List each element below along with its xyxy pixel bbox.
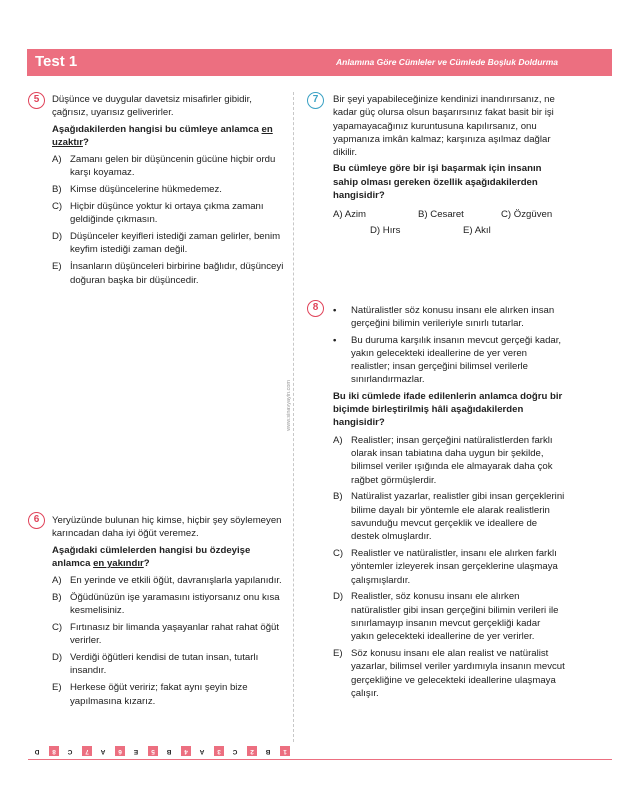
statement-1: • Natüralistler söz konusu insanı ele alırken insan gerçeğini bilimin verileriyle sınırlı tutarlar. xyxy=(333,305,555,330)
option-c[interactable]: C) Realistler ve natüralistler, insanı ele alırken farklı yöntemler izleyerek insan gerçeklerine ulaşmaya çalışmışlardır. xyxy=(333,548,558,586)
question-5-options xyxy=(52,153,284,287)
option-b[interactable]: B) Öğüdünüzün işe yaramasını istiyorsanız onu kısa kesmelisiniz. xyxy=(52,591,280,617)
question-number-7: 7 xyxy=(307,92,324,109)
question-8 xyxy=(333,304,565,704)
question-6-text: Yeryüzünde bulunan hiç kimse, hiçbir şey söylemeyen karıncadan daha iyi öğüt veremez. xyxy=(52,515,282,540)
option-a[interactable]: A) Zamanı gelen bir düşüncenin gücüne hiçbir ordu karşı koyamaz. xyxy=(52,154,276,179)
question-5-prompt: Aşağıdakilerden hangisi bu cümleye anlamca en uzaktır? xyxy=(52,123,273,148)
answer-key-letter: A xyxy=(100,748,106,755)
option-c[interactable]: C) Özgüven xyxy=(501,209,553,221)
question-number-8: 8 xyxy=(307,300,324,317)
option-c[interactable]: C) Hiçbir düşünce yoktur ki ortaya çıkma zamanı geldiğinde çıkmasın. xyxy=(52,201,264,226)
question-7 xyxy=(333,93,565,242)
answer-key-number: 5 xyxy=(148,746,158,756)
statement-2: • Bu duruma karşılık insanın mevcut gerçeği kadar, yakın gelecekteki ideallerine de yer veren realistler; insan gerçeğini bilimsel verilerle sınırlandırmazlar. xyxy=(333,334,562,386)
answer-key-number: 2 xyxy=(247,746,257,756)
question-7-text: Bir şeyi yapabileceğinize kendinizi inandırırsanız, ne kadar güç olursa olsun başarırsınız fakat basit bir işi yapamayacağınız kuruntusuna kapılırsanız, onu yapmanıza imkân kalmaz; karşınıza aşılmaz dağlar dikilir. xyxy=(333,94,555,159)
option-c[interactable]: C) Fırtınasız bir limanda yaşayanlar rahat rahat öğüt verirler. xyxy=(52,622,280,647)
option-b[interactable]: B) Kimse düşüncelerine hükmedemez. xyxy=(52,184,222,196)
answer-key-letter: A xyxy=(199,748,205,755)
answer-key-number: 4 xyxy=(181,746,191,756)
question-number-5: 5 xyxy=(28,92,45,109)
option-a[interactable]: A) Realistler; insan gerçeğini natüralistlerden farklı olarak insan tabiatına daha uygun bir şekilde, bilimsel veriler ışığında ele almayarak daha çok rağbet görmüşlerdir. xyxy=(333,434,553,486)
test-title: Test 1 xyxy=(35,53,78,70)
question-7-prompt: Bu cümleye göre bir işi başarmak için insanın sahip olması gereken özellik aşağıdakilerden hangisidir? xyxy=(333,163,542,202)
answer-key-strip xyxy=(28,746,612,758)
test-header xyxy=(27,49,612,76)
question-5 xyxy=(52,93,284,290)
answer-key-number: 1 xyxy=(280,746,290,756)
watermark: www.sinavyayin.com xyxy=(286,380,292,431)
question-8-options xyxy=(333,434,565,701)
footer-rule xyxy=(28,759,612,760)
option-e[interactable]: E) İnsanların düşünceleri birbirine bağlıdır, düşünceyi doğuran başka bir düşüncedir. xyxy=(52,261,284,286)
option-b[interactable]: B) Cesaret xyxy=(418,209,464,221)
question-6-options xyxy=(52,574,284,708)
answer-key-letter: B xyxy=(265,748,271,755)
option-d[interactable]: D) Verdiği öğütleri kendisi de tutan insan, tutarlı insandır. xyxy=(52,652,259,677)
answer-key-number: 7 xyxy=(82,746,92,756)
answer-key-number: 3 xyxy=(214,746,224,756)
option-e[interactable]: E) Söz konusu insanı ele alan realist ve natüralist yazarlar, bilimsel veriler yardımıyla insanın mevcut gerçekliğine ve gelecekteki ideallerine ulaşmaya çalışır. xyxy=(333,648,565,700)
question-5-key-phrase: en uzaktır xyxy=(52,123,273,148)
answer-key-letter: D xyxy=(34,748,40,755)
bullet-icon: • xyxy=(333,334,337,346)
answer-key-number: 6 xyxy=(115,746,125,756)
answer-key-number: 8 xyxy=(49,746,59,756)
question-6-prompt: Aşağıdaki cümlelerden hangisi bu özdeyişe anlamca en yakındır? xyxy=(52,544,251,569)
answer-key-letter: E xyxy=(133,748,139,755)
option-d[interactable]: D) Realistler, söz konusu insanı ele alırken natüralistler gibi insan gerçeğini bilimin verileri ile sınırlamayıp insanın mevcut gerçekliği kadar yakın gelecekteki ideallerine de yer verirler. xyxy=(333,591,559,643)
question-8-statements xyxy=(333,304,565,387)
question-6 xyxy=(52,514,284,711)
question-7-options xyxy=(333,208,565,242)
answer-key-letter: B xyxy=(166,748,172,755)
question-5-text: Düşünce ve duygular davetsiz misafirler gibidir, çağrısız, uyarısız geliverirler. xyxy=(52,94,252,119)
option-e[interactable]: E) Herkese öğüt veririz; fakat aynı şeyin bize yapılmasına kızarız. xyxy=(52,682,248,707)
option-e[interactable]: E) Akıl xyxy=(463,225,491,237)
question-6-key-phrase: en yakındır xyxy=(93,557,144,569)
bullet-icon: • xyxy=(333,305,337,316)
option-b[interactable]: B) Natüralist yazarlar, realistler gibi insan gerçeklerini bilime dayalı bir yöntemle ele alarak realistlerin savunduğu mevcut gerçeklik ve ideallere de destek olmuşlardır. xyxy=(333,491,565,543)
option-a[interactable]: A) Azim xyxy=(333,209,367,221)
question-number-6: 6 xyxy=(28,512,45,529)
answer-key-letter: C xyxy=(232,748,238,755)
option-a[interactable]: A) En yerinde ve etkili öğüt, davranışlarla yapılanıdır. xyxy=(52,575,282,587)
option-d[interactable]: D) Hırs xyxy=(370,225,401,237)
answer-key-letter: C xyxy=(67,748,73,755)
option-d[interactable]: D) Düşünceler keyifleri istediği zaman gelirler, benim keyfim istediği zaman değil. xyxy=(52,231,281,256)
topic-title: Anlamına Göre Cümleler ve Cümlede Boşluk Doldurma xyxy=(335,57,558,67)
question-8-prompt: Bu iki cümlede ifade edilenlerin anlamca doğru bir biçimde birleştirilmiş hâli aşağıdakilerden hangisidir? xyxy=(333,390,563,429)
